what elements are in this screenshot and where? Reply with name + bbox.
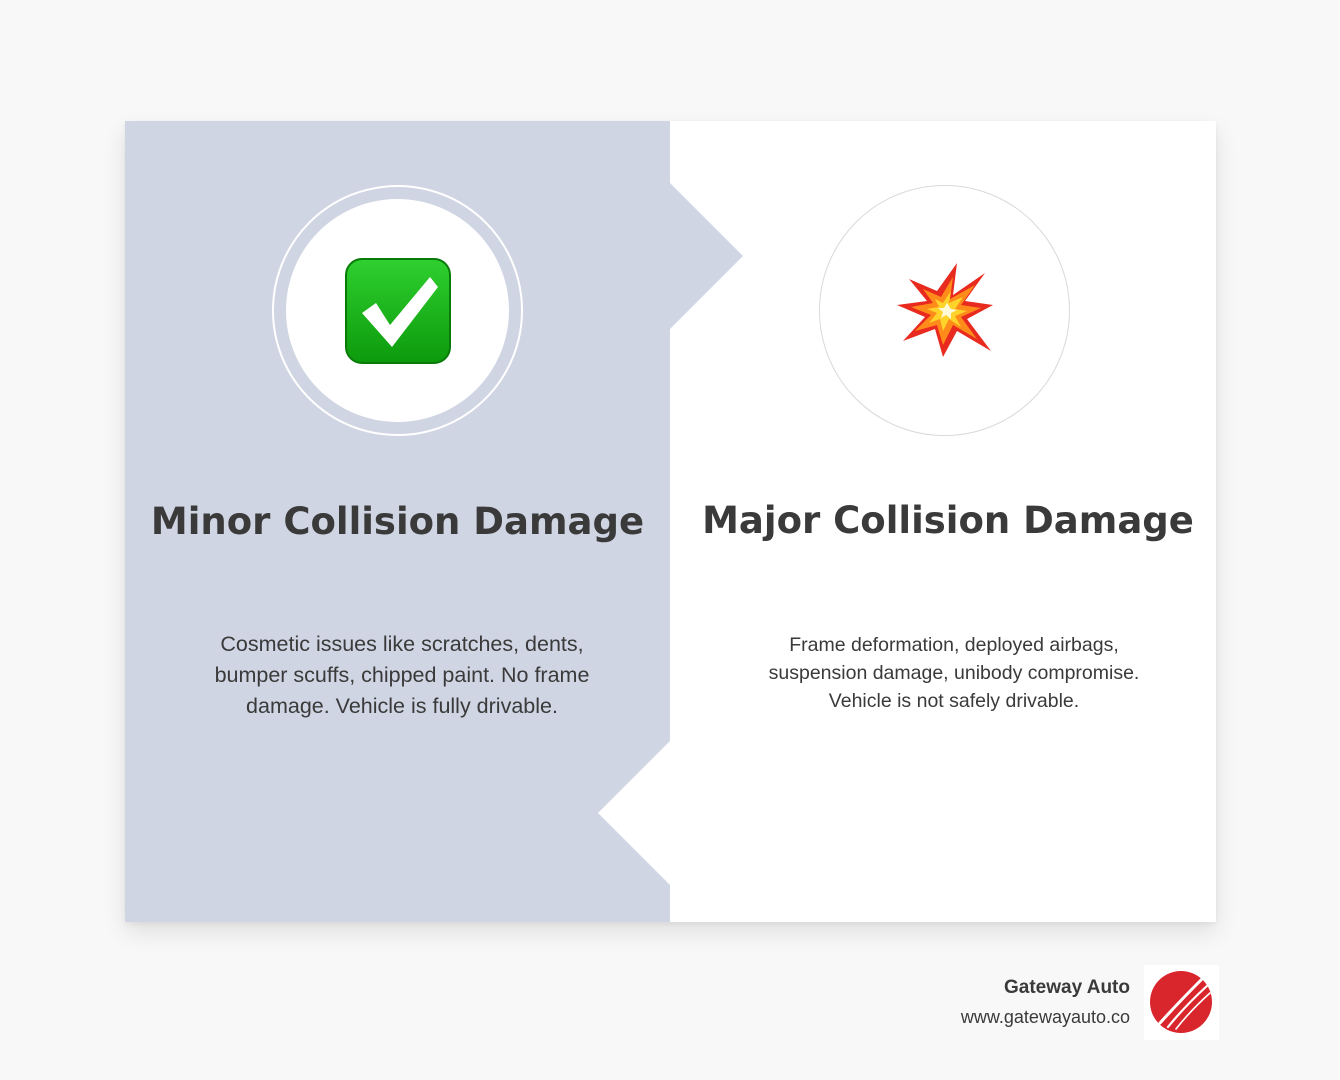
logo-mark-icon — [1144, 965, 1219, 1040]
major-collision-title: Major Collision Damage — [702, 499, 1194, 542]
major-icon-circle — [819, 185, 1070, 436]
minor-collision-panel — [125, 121, 670, 922]
branding-footer — [961, 974, 1130, 1032]
minor-icon-circle — [286, 199, 509, 422]
brand-url[interactable]: www.gatewayauto.co — [960, 1007, 1130, 1027]
collision-burst-icon — [895, 261, 995, 361]
major-collision-description: Frame deformation, deployed airbags, suspension damage, unibody compromise. Vehicle is not safely drivable. — [768, 634, 1140, 712]
minor-collision-title: Minor Collision Damage — [150, 500, 645, 543]
major-collision-panel — [670, 121, 1216, 922]
minor-icon-ring — [272, 185, 523, 436]
minor-collision-description: Cosmetic issues like scratches, dents, bumper scuffs, chipped paint. No frame damage. Vehicle is fully drivable. — [214, 632, 590, 718]
brand-name: Gateway Auto — [1004, 977, 1130, 998]
comparison-card — [125, 121, 1216, 922]
check-mark-button-icon — [344, 257, 452, 365]
gateway-auto-logo — [1144, 965, 1219, 1040]
